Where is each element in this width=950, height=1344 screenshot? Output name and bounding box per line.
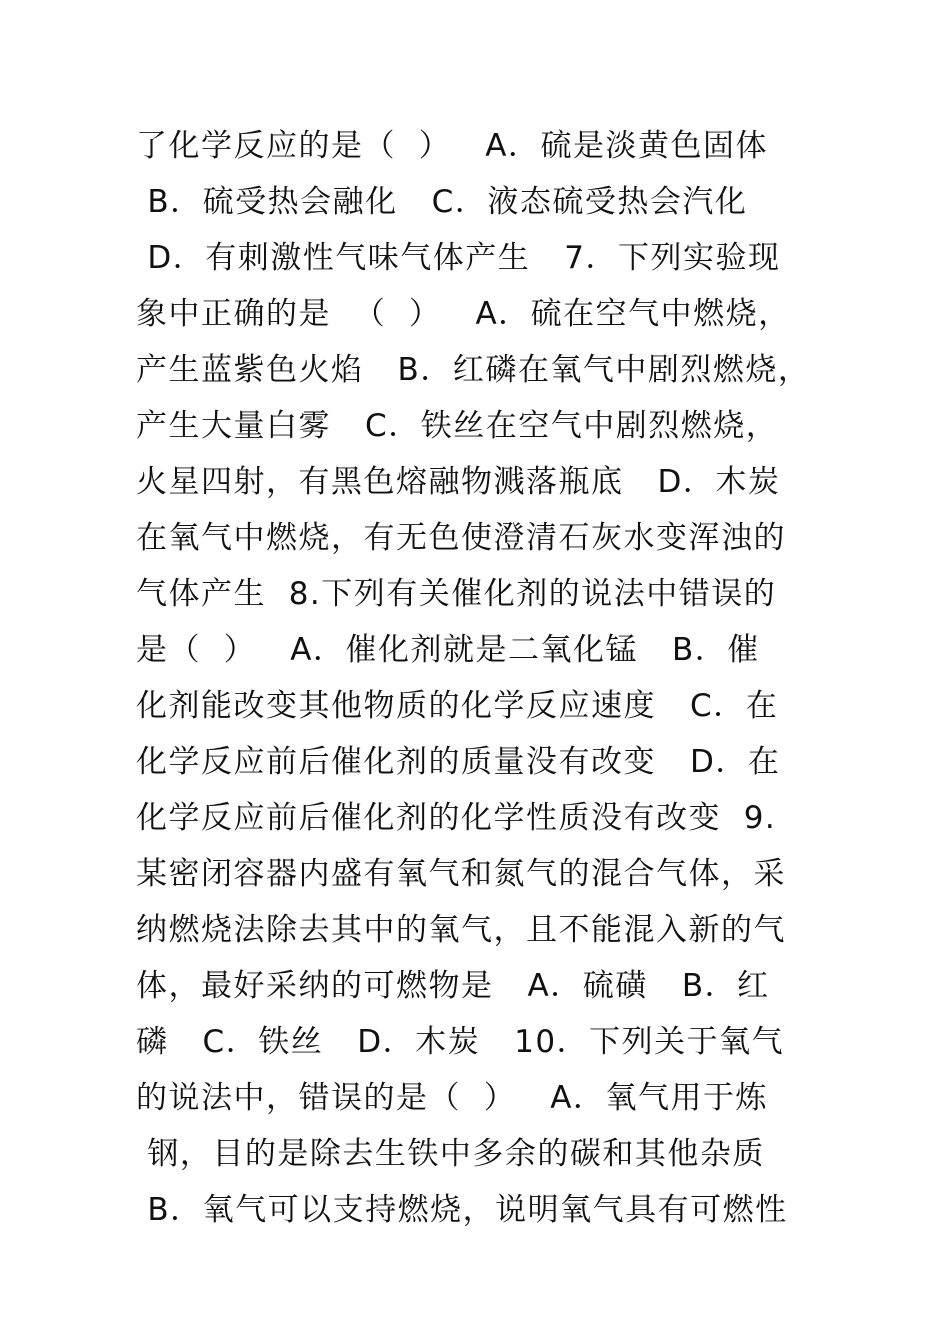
text-line: 磷 C．铁丝 D．木炭 10．下列关于氧气 <box>136 1024 785 1060</box>
text-line: 象中正确的是 （ ） A．硫在空气中燃烧， <box>136 296 791 332</box>
text-line: 在氧气中燃烧，有无色使澄清石灰水变浑浊的 <box>136 520 786 556</box>
text-line: 某密闭容器内盛有氧气和氮气的混合气体，采 <box>136 856 786 892</box>
text-line: 的说法中，错误的是（ ） A．氧气用于炼 <box>136 1080 768 1116</box>
text-line: 了化学反应的是（ ） A．硫是淡黄色固体 <box>136 128 768 164</box>
text-line: 产生蓝紫色火焰 B．红磷在氧气中剧烈燃烧， <box>136 352 811 388</box>
text-line: B．氧气可以支持燃烧，说明氧气具有可燃性 <box>136 1192 788 1228</box>
text-line: 化剂能改变其他物质的化学反应速度 C．在 <box>136 688 779 724</box>
text-line: D．有刺激性气味气体产生 7．下列实验现 <box>136 240 781 276</box>
text-line: 体，最好采纳的可燃物是 A．硫磺 B．红 <box>136 968 770 1004</box>
text-line: 化学反应前后催化剂的质量没有改变 D．在 <box>136 744 781 780</box>
text-line: 火星四射，有黑色熔融物溅落瓶底 D．木炭 <box>136 464 781 500</box>
text-line: B．硫受热会融化 C．液态硫受热会汽化 <box>136 184 748 220</box>
text-line: 是（ ） A．催化剂就是二氧化锰 B．催 <box>136 632 760 668</box>
text-line: 气体产生 8.下列有关催化剂的说法中错误的 <box>136 576 777 612</box>
text-line: 纳燃烧法除去其中的氧气，且不能混入新的气 <box>136 912 786 948</box>
text-line: 钢，目的是除去生铁中多余的碳和其他杂质 <box>136 1136 765 1172</box>
text-line: 化学反应前后催化剂的化学性质没有改变 9. <box>136 800 777 836</box>
text-line: 产生大量白雾 C．铁丝在空气中剧烈燃烧， <box>136 408 779 444</box>
